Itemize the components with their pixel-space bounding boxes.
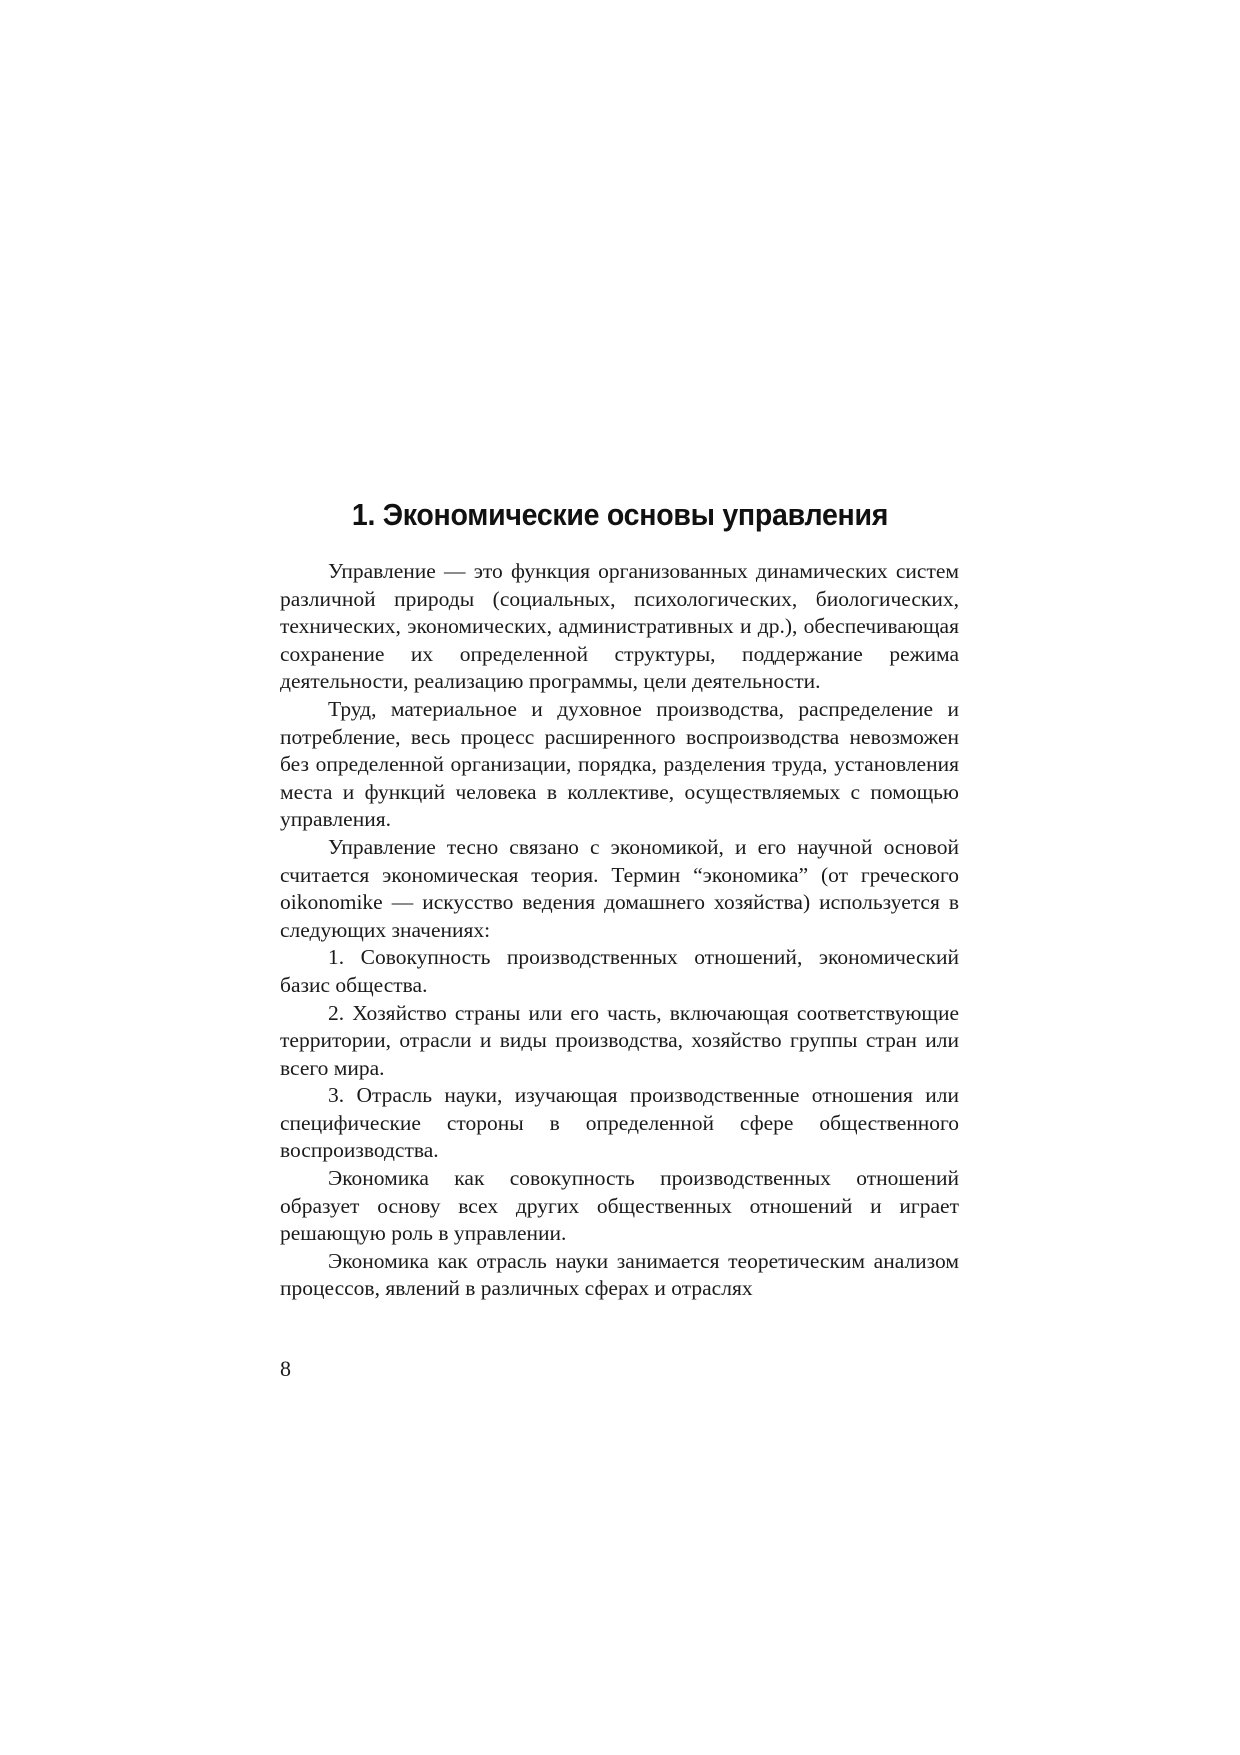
paragraph-definition: Управление — это функция организованных динамических систем различной природы (социальных, психологических, биологических, технических, экономических, административных и др.), обеспечивающая сохранение их определенной структуры, поддержание режима деятельности, реализацию программы, цели деятельности. (280, 559, 959, 694)
paragraph-science: Экономика как отрасль науки занимается теоретическим анализом процессов, явлений в различных сферах и отраслях (280, 1248, 959, 1301)
paragraph-relations: Экономика как совокупность производственных отношений образует основу всех других общественных отношений и играет решающую роль в управлении. (280, 1166, 959, 1246)
body-text (280, 558, 959, 1303)
chapter-title: 1. Экономические основы управления (351, 497, 889, 532)
list-item-1: 1. Совокупность производственных отношений, экономический базис общества. (280, 945, 959, 997)
list-item-2: 2. Хозяйство страны или его часть, включающая соответствующие территории, отрасли и виды производства, хозяйство группы стран или всего мира. (280, 1000, 959, 1080)
list-item-3: 3. Отрасль науки, изучающая производственные отношения или специфические стороны в определенной сфере общественного воспроизводства. (280, 1083, 959, 1163)
page-number: 8 (280, 1356, 291, 1381)
paragraph-labor: Труд, материальное и духовное производства, распределение и потребление, весь процесс расширенного воспроизводства невозможен без определенной организации, порядка, разделения труда, установления места и функций человека в коллективе, осуществляемых с помощью управления. (280, 696, 959, 832)
paragraph-economics-term: Управление тесно связано с экономикой, и его научной основой считается экономическая теория. Термин “экономика” (от греческого oikonomike — искусство ведения домашнего хозяйства) используется в следующих значениях: (280, 834, 959, 942)
